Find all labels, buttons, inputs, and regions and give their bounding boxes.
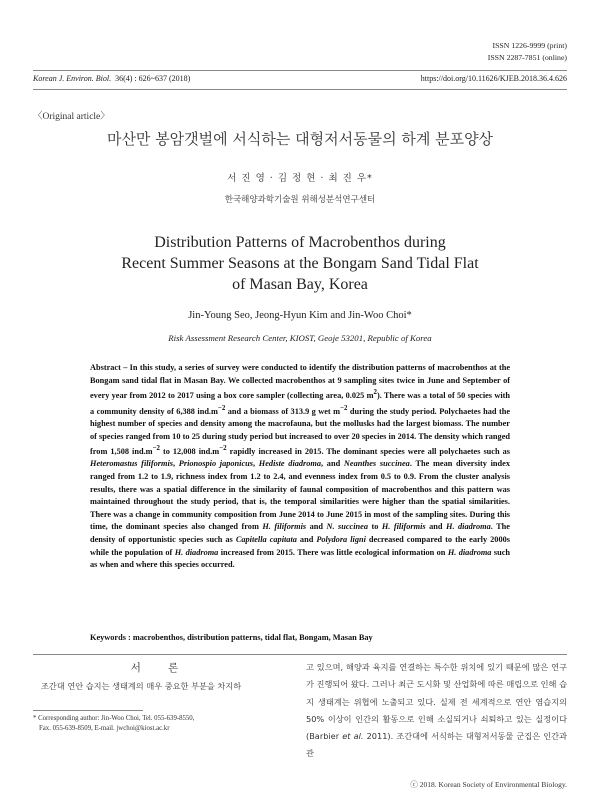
citation-etal: et al. bbox=[342, 731, 364, 742]
abstract bbox=[90, 362, 510, 572]
species-name: H. diadroma bbox=[447, 547, 492, 557]
doi-link[interactable]: https://doi.org/10.11626/KJEB.2018.36.4.626 bbox=[420, 74, 567, 83]
superscript: −2 bbox=[219, 445, 227, 453]
abstract-dash: – bbox=[120, 363, 130, 372]
abstract-text: to 12,008 ind.m bbox=[159, 446, 220, 456]
abstract-text: In this study, a series of survey were conducted to identify the distribution patterns of macrobenthos at the Bongam sand tidal flat in Masan Bay. We collected macrobenthos at 9 sampling sites twice in June and September of every year from 2012 to 2017 using a box core sampler (collecting area, 0.025 m bbox=[90, 363, 511, 400]
species-name: Neanthes succinea bbox=[343, 459, 410, 469]
english-affiliation: Risk Assessment Research Center, KIOST, Geoje 53201, Republic of Korea bbox=[168, 333, 432, 343]
superscript: −2 bbox=[340, 404, 348, 412]
intro-text: 고 있으며, 해양과 육지를 연결하는 특수한 위치에 있기 때문에 많은 연구가 진행되어 왔다. 그러나 최근 도시화 및 산업화에 따른 매립으로 인해 습지 생태계는 위협에 노출되고 있다. 실제 전 세계적으로 연안 염습지의 50% 이상이 인간의 활동으로 인해 소실되거나 쇠퇴하고 있는 실정이다(Barbier bbox=[306, 662, 567, 742]
abstract-text: increased from 2015. There was little ecological information on bbox=[218, 547, 448, 557]
species-name: H. filiformis bbox=[381, 522, 426, 532]
korean-title: 마산만 봉암갯벌에 서식하는 대형저서동물의 하계 분포양상 bbox=[106, 130, 494, 148]
copyright: ⓒ 2018. Korean Society of Environmental Biology. bbox=[410, 780, 567, 789]
abstract-text: and a biomass of 313.9 g wet m bbox=[225, 406, 341, 416]
separator: , bbox=[253, 459, 259, 469]
article-type: 〈Original article〉 bbox=[33, 112, 110, 122]
intro-right-text bbox=[306, 659, 567, 763]
superscript: −2 bbox=[217, 404, 226, 412]
abstract-text: decreased compared to the early 2000s while the population of bbox=[90, 535, 510, 557]
abstract-text: rapidly increased in 2015. The dominant species were all polychaetes such as bbox=[226, 446, 510, 456]
separator: , and bbox=[321, 459, 344, 469]
separator: to bbox=[367, 522, 382, 532]
keywords: Keywords : macrobenthos, distribution patterns, tidal flat, Bongam, Masan Bay bbox=[90, 633, 373, 642]
species-name: Prionospio japonicus bbox=[178, 459, 254, 469]
korean-affiliation: 한국해양과학기술원 위해성분석연구센터 bbox=[224, 195, 376, 205]
english-title-line: of Masan Bay, Korea bbox=[232, 276, 368, 293]
section-divider bbox=[33, 654, 567, 655]
english-title-line: Recent Summer Seasons at the Bongam Sand Tidal Flat bbox=[121, 255, 479, 272]
separator: , bbox=[172, 459, 179, 469]
issn-online: ISSN 2287-7851 (online) bbox=[487, 53, 567, 62]
english-authors: Jin-Young Seo, Jeong-Hyun Kim and Jin-Woo Choi* bbox=[188, 310, 412, 321]
abstract-text: during the study period. Polychaetes had the highest number of species and density among the macrofauna, but the mollusks had the largest biomass. The number of species ranged from 10 to 25 during study period but increased to over 20 species in 2014. The density which ranged from 1,508 ind.m bbox=[90, 406, 510, 456]
separator: and bbox=[425, 522, 446, 532]
species-name: H. diadroma bbox=[445, 522, 491, 532]
species-name: H. diadroma bbox=[174, 547, 219, 557]
footnote-line: Fax. 055-639-8509, E-mail. jwchoi@kiost.ac.kr bbox=[39, 725, 170, 732]
separator: and bbox=[306, 522, 327, 532]
abstract-text: ). There was a total of 50 species with a community density of 6,388 ind.m bbox=[90, 390, 511, 416]
korean-authors: 서 진 영 · 김 정 현 · 최 진 우* bbox=[227, 173, 373, 184]
footnote-divider bbox=[33, 710, 143, 711]
journal-bar bbox=[33, 70, 567, 90]
intro-text: 2011). 조간대에 서식하는 대형저서동물 군집은 인간과 관 bbox=[306, 731, 567, 759]
abstract-text: . The density of opportunistic species such as bbox=[90, 522, 510, 545]
species-name: Hediste diadroma bbox=[258, 459, 322, 469]
journal-volume: 36(4) : 626~637 (2018) bbox=[115, 74, 191, 83]
english-title bbox=[0, 232, 600, 295]
superscript: −2 bbox=[152, 445, 160, 453]
species-name: Capitella capitata bbox=[235, 535, 297, 545]
abstract-text: . The mean diversity index ranged from 1.2 to 1.9, richness index from 1.2 to 2.4, and evenness index from 0.5 to 0.9. From the cluster analysis results, there was a spatial difference in the similarity of faunal composition of macrobenthos and this pattern was maintained throughout the study period, that is, the temporal similarities were higher than the spatial similarities. There was a change in community composition from June 2014 to June 2015 in most of the sampling sites. During this time, the dominant species also changed from bbox=[90, 459, 510, 532]
species-name: N. succinea bbox=[326, 522, 368, 532]
footnote-line: * Corresponding author: Jin-Woo Choi, Tel. 055-639-8550, bbox=[33, 715, 195, 722]
intro-heading: 서 론 bbox=[130, 662, 191, 674]
journal-name: Korean J. Environ. Biol. bbox=[33, 74, 112, 83]
issn-print: ISSN 1226-9999 (print) bbox=[492, 41, 567, 50]
issn-block bbox=[488, 40, 567, 64]
species-name: H. filiformis bbox=[262, 522, 307, 532]
species-name: Heteromastus filiformis bbox=[90, 459, 173, 469]
species-name: Polydora ligni bbox=[316, 535, 366, 545]
intro-left-text: 조간대 연안 습지는 생태계의 매우 중요한 부분을 차지하 bbox=[41, 681, 242, 691]
english-title-line: Distribution Patterns of Macrobenthos during bbox=[154, 234, 446, 251]
corresponding-author-footnote bbox=[33, 714, 293, 734]
abstract-text: such as when and where this species occurred. bbox=[90, 547, 510, 570]
journal-citation bbox=[33, 74, 190, 83]
separator: and bbox=[296, 535, 317, 545]
superscript: 2 bbox=[373, 389, 377, 397]
abstract-label: Abstract bbox=[90, 363, 121, 372]
